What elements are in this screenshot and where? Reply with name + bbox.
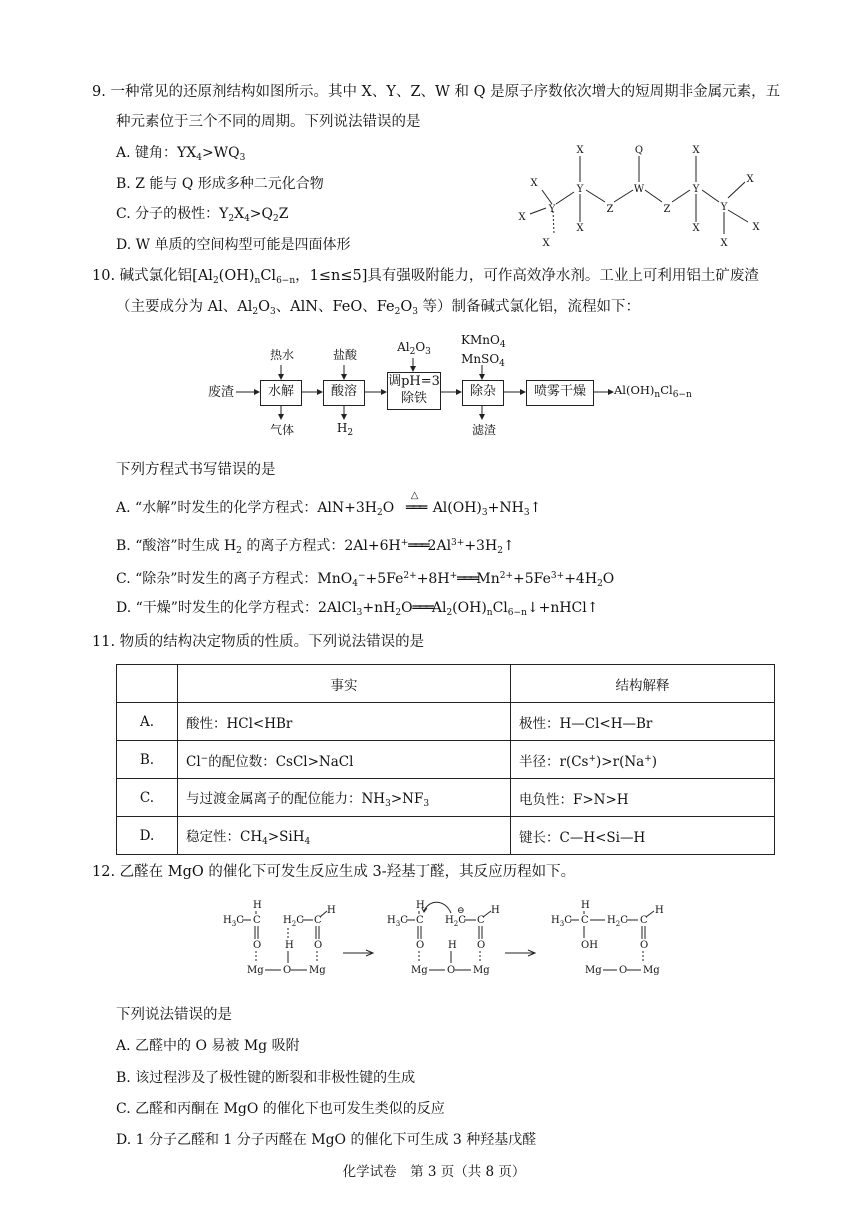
flow-step3-line1: 调pH=3 [388, 374, 440, 389]
svg-text:H: H [416, 900, 425, 911]
svg-text:H2C: $H_2C$ [445, 915, 466, 928]
q12-option-a: A. 乙醛中的 O 易被 Mg 吸附 [116, 1038, 300, 1054]
page-footer: 化学试卷 第 3 页（共 8 页） [342, 1164, 526, 1180]
svg-text:H: H [581, 900, 590, 911]
svg-text:Mg: Mg [309, 965, 326, 976]
svg-text:H2C: $H_2C$ [607, 915, 628, 928]
atom-y: Y [548, 204, 556, 215]
svg-text:O: O [314, 940, 323, 951]
q12-option-b: B. 该过程涉及了极性键的断裂和非极性键的生成 [116, 1070, 416, 1086]
svg-text:OH: OH [581, 940, 598, 951]
row-fact: 稳定性：$CH_4>SiH_4$ [178, 817, 511, 855]
q10-option-b: B. “酸溶”时生成 $H_2$ 的离子方程式：$2Al+6H^+═══2Al^{3+}+3H_2↑$ [116, 538, 515, 556]
svg-text:C: C [253, 915, 261, 926]
svg-text:H: H [491, 905, 500, 916]
atom-w: W [633, 184, 645, 195]
q10-option-d: D. “干燥”时发生的化学方程式：$2AlCl_3+nH_2O═══Al_2(OH)_nCl_{6-n}↓+nHCl↑$ [116, 600, 599, 618]
flow-arrows [230, 355, 630, 435]
svg-text:O: O [253, 940, 262, 951]
table-row [117, 703, 775, 741]
row-fact: Cl−的配位数：CsCl>NaCl [178, 741, 511, 779]
flow-step3-line2: 除铁 [400, 391, 427, 406]
atom-x: X [752, 222, 760, 233]
svg-text:Mg: Mg [585, 965, 602, 976]
svg-text:H: H [327, 905, 336, 916]
atom-z: Z [606, 204, 614, 215]
flow-input-hcl: 盐酸 [332, 348, 357, 362]
atom-x: X [692, 145, 700, 156]
atom-x: X [542, 238, 550, 249]
q9-stem-line2: 种元素位于三个不同的周期。下列说法错误的是 [116, 114, 421, 130]
row-reason: 极性：H—Cl<H—Br [511, 703, 775, 741]
svg-text:O: O [447, 965, 456, 976]
svg-text:C: C [314, 915, 322, 926]
q9-structure-diagram [510, 138, 775, 253]
svg-text:O: O [283, 965, 292, 976]
row-fact: 与过渡金属离子的配位能力：$NH_3>NF_3$ [178, 779, 511, 817]
table-header-row [117, 665, 775, 703]
svg-text:H3C: $H_3C$ [551, 915, 572, 928]
atom-y: Y [720, 202, 728, 213]
table-header-reason: 结构解释 [511, 665, 775, 703]
q9-option-b: B. Z 能与 Q 形成多种二元化合物 [116, 176, 324, 192]
svg-text:Mg: Mg [247, 965, 264, 976]
svg-text:H: H [448, 940, 457, 951]
flow-output-residue: 滤渣 [471, 423, 496, 437]
flow-product: $Al(OH)_nCl_{6-n}$ [614, 383, 692, 400]
svg-text:C: C [416, 915, 424, 926]
table-header-fact: 事实 [178, 665, 511, 703]
table-row [117, 741, 775, 779]
q12-option-c: C. 乙醛和丙酮在 MgO 的催化下也可发生类似的反应 [116, 1101, 445, 1117]
svg-text:C: C [640, 915, 648, 926]
flow-step-hydrolysis: 水解 [260, 380, 302, 406]
row-label: D. [117, 817, 178, 855]
svg-text:⊖: ⊖ [457, 906, 465, 916]
q9-option-d: D. W 单质的空间构型可能是四面体形 [116, 237, 351, 253]
row-label: B. [117, 741, 178, 779]
q12-mechanism-diagram [215, 893, 675, 985]
q12-stem: 12. 乙醛在 MgO 的催化下可发生反应生成 3-羟基丁醛，其反应历程如下。 [92, 864, 576, 880]
atom-q: Q [634, 145, 644, 156]
row-label: A. [117, 703, 178, 741]
flow-input-hot-water: 热水 [269, 348, 294, 362]
flow-input-al2o3: $Al_2O_3$ [397, 340, 431, 357]
atom-y: Y [692, 184, 700, 195]
row-reason: 半径：r(Cs+)>r(Na+) [511, 741, 775, 779]
flow-step-spray-dry: 喷雾干燥 [526, 380, 594, 406]
row-fact: 酸性：HCl<HBr [178, 703, 511, 741]
svg-text:O: O [640, 940, 649, 951]
table-row [117, 779, 775, 817]
svg-text:Mg: Mg [643, 965, 660, 976]
svg-text:C: C [581, 915, 589, 926]
svg-text:H2C: $H_2C$ [283, 915, 304, 928]
svg-text:H3C: $H_3C$ [223, 915, 244, 928]
row-reason: 电负性：F>N>H [511, 779, 775, 817]
q9-option-c: C. 分子的极性：$Y_2X_4>Q_2Z$ [116, 206, 289, 224]
svg-text:O: O [416, 940, 425, 951]
atom-x: X [576, 145, 584, 156]
q9-option-a: A. 键角：$YX_4>WQ_3$ [116, 145, 246, 163]
svg-text:H: H [285, 940, 294, 951]
flow-output-gas: 气体 [269, 423, 294, 437]
q12-prompt: 下列说法错误的是 [116, 1007, 232, 1023]
atom-x: X [692, 223, 700, 234]
svg-text:C: C [477, 915, 485, 926]
q9-stem-line1: 9. 一种常见的还原剂结构如图所示。其中 X、Y、Z、W 和 Q 是原子序数依次增大的短周期非金属元素，五 [92, 84, 781, 100]
svg-text:O: O [477, 940, 486, 951]
svg-text:O: O [619, 965, 628, 976]
flow-start: 废渣 [208, 385, 235, 400]
atom-x: X [518, 212, 526, 223]
q12-option-d: D. 1 分子乙醛和 1 分子丙醛在 MgO 的催化下可生成 3 种羟基戊醛 [116, 1132, 537, 1148]
flow-step-acid-dissolve: 酸溶 [323, 380, 365, 406]
atom-x: X [576, 223, 584, 234]
table-row [117, 817, 775, 855]
atom-x: X [530, 178, 538, 189]
q10-option-a: A. “水解”时发生的化学方程式：$AlN+3H_2O$ △ ═══ $Al(OH)_3+NH_3↑$ [116, 490, 542, 518]
atom-z: Z [663, 204, 671, 215]
q10-prompt: 下列方程式书写错误的是 [116, 462, 276, 478]
q10-stem-line1: 10. 碱式氯化铝[$Al_2(OH)_nCl_{6-n}$，1≤n≤5]具有强吸附能力，可作高效净水剂。工业上可利用铝土矿废渣 [92, 268, 759, 286]
q11-table [116, 664, 775, 855]
svg-text:H: H [253, 900, 262, 911]
flow-input-kmno4-mnso4: KMnO$_4$ MnSO$_4$ [461, 333, 506, 369]
row-reason: 键长：C—H<Si—H [511, 817, 775, 855]
row-label: C. [117, 779, 178, 817]
flow-step-impurity-removal: 除杂 [462, 380, 504, 406]
atom-x: X [720, 238, 728, 249]
q11-stem: 11. 物质的结构决定物质的性质。下列说法错误的是 [92, 634, 425, 650]
svg-text:H3C: $H_3C$ [387, 915, 408, 928]
q10-stem-line2: （主要成分为 Al、$Al_2O_3$、AlN、FeO、$Fe_2O_3$ 等）制备碱式氯化铝，流程如下： [116, 299, 641, 317]
atom-y: Y [576, 184, 584, 195]
q10-option-c: C. “除杂”时发生的离子方程式：$MnO_4^-+5Fe^{2+}+8H^+═══Mn^{2+}+5Fe^{3+}+4H_2O$ [116, 571, 615, 589]
flow-output-h2: $H_2$ [336, 421, 354, 438]
svg-text:Mg: Mg [411, 965, 428, 976]
svg-text:Mg: Mg [473, 965, 490, 976]
atom-x: X [746, 174, 754, 185]
svg-text:H: H [655, 905, 664, 916]
